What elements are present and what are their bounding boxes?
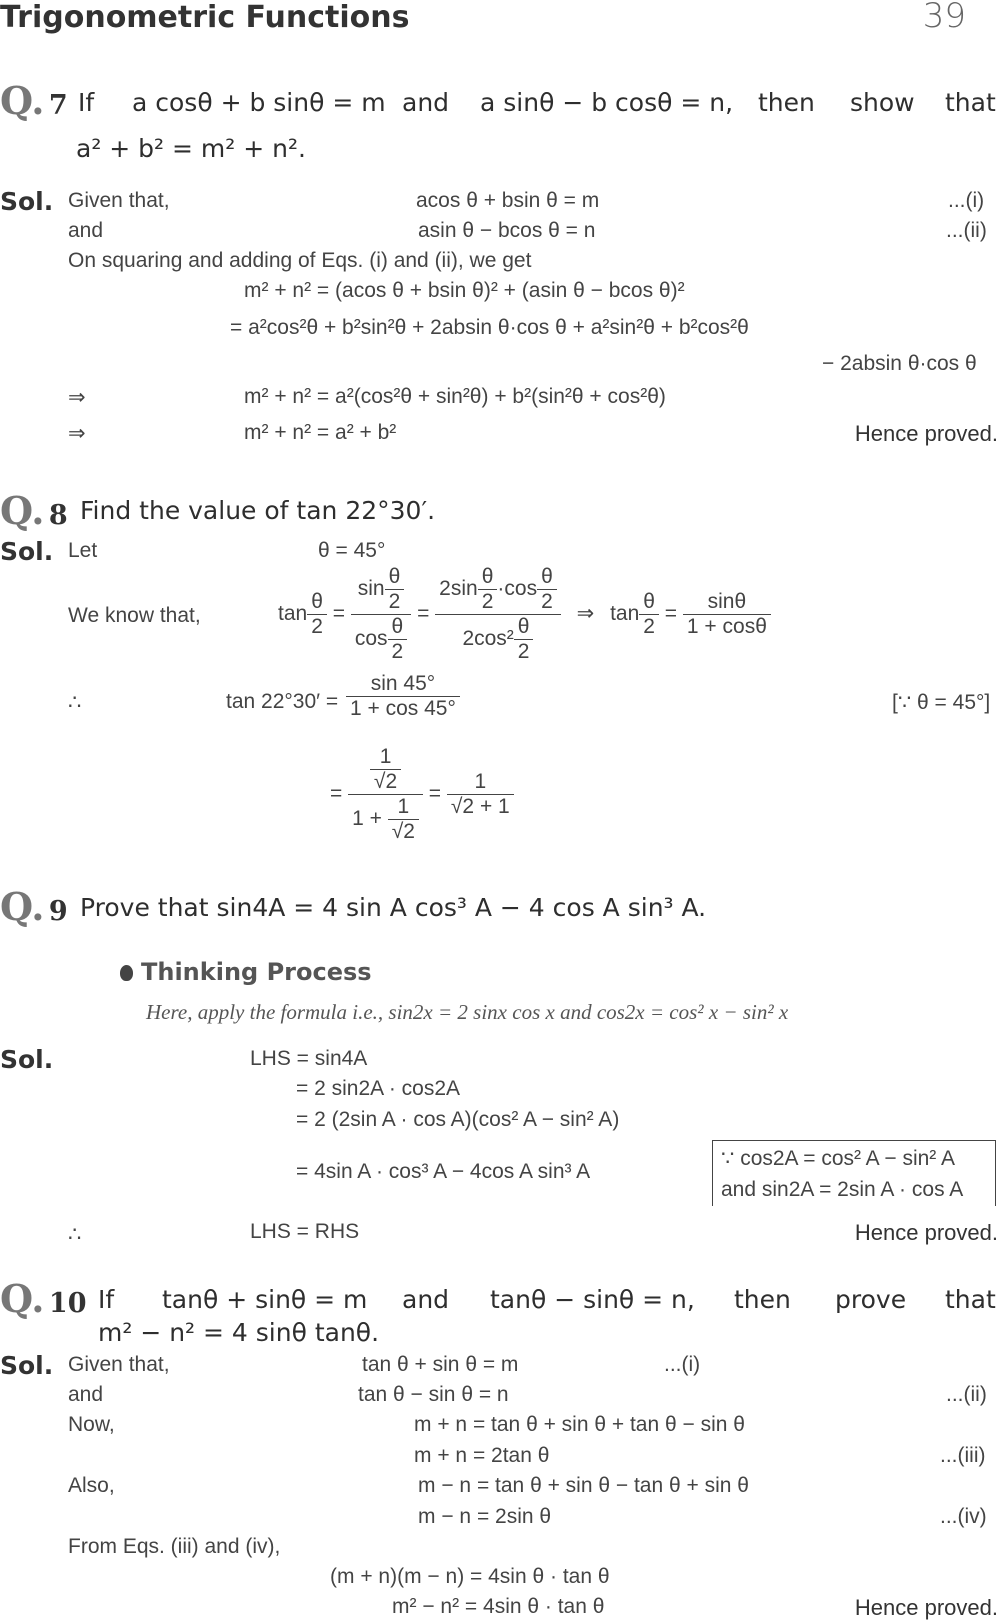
- q9-hence-proved: Hence proved.: [854, 1220, 998, 1245]
- q7-hence-proved: Hence proved.: [854, 421, 998, 446]
- q7-tag2: ...(ii): [946, 219, 987, 242]
- q8-frac-sin45: $\frac{\sin 45^\circ}{1 + \cos 45^\circ}$: [346, 672, 460, 721]
- q10-step2: m + n = 2tan θ: [414, 1444, 550, 1467]
- q9-sol-label: Sol.: [0, 1045, 54, 1074]
- q10-also: Also,: [68, 1474, 115, 1497]
- q7-eq2-line: asin θ − bcos θ = n: [418, 219, 596, 242]
- lightbulb-icon: [120, 965, 133, 981]
- q10-eq2: tanθ − sinθ = n,: [490, 1285, 695, 1314]
- q10-eq2-line: tan θ − sin θ = n: [358, 1383, 509, 1406]
- q10-then: then: [734, 1285, 791, 1314]
- q7-and-line: and: [68, 219, 104, 242]
- q7-tag1: ...(i): [948, 189, 985, 212]
- q10-step3: m − n = tan θ + sin θ − tan θ + sin θ: [418, 1474, 749, 1497]
- q10-prove: prove: [835, 1285, 907, 1314]
- q10-if: If: [98, 1285, 115, 1314]
- q7-sol-label: Sol.: [0, 187, 54, 216]
- page-number: 39: [922, 0, 966, 36]
- q10-step6: m² − n² = 4sin θ · tan θ: [392, 1595, 605, 1618]
- thinking-process-label: Thinking Process: [141, 958, 372, 986]
- q-prefix: Q.: [0, 1276, 45, 1321]
- q10-given: Given that,: [68, 1353, 170, 1376]
- q-prefix: Q.: [0, 78, 45, 123]
- q7-number: 7: [48, 90, 68, 121]
- q8-let: Let: [68, 539, 98, 562]
- q10-line2: m² − n² = 4 sinθ tanθ.: [98, 1318, 380, 1347]
- q10-now: Now,: [68, 1413, 115, 1436]
- q8-question: Find the value of tan 22°30′.: [80, 496, 436, 525]
- q9-step5: LHS = RHS: [250, 1220, 360, 1243]
- q10-and-line: and: [68, 1383, 104, 1406]
- q9-bracket-line2: and sin2A = 2sin A · cos A: [721, 1178, 964, 1201]
- q10-sol-label: Sol.: [0, 1351, 54, 1380]
- q10-number: 10: [48, 1288, 87, 1319]
- therefore-icon: ∴: [68, 1223, 82, 1246]
- q10-and: and: [402, 1285, 450, 1314]
- q-prefix: Q.: [0, 884, 45, 929]
- q10-tag4: ...(iv): [940, 1505, 987, 1528]
- q7-show: show: [850, 88, 915, 117]
- thinking-process-title: [120, 958, 372, 986]
- q8-because: [∵ θ = 45°]: [892, 691, 991, 714]
- q7-eq2: a sinθ − b cosθ = n,: [480, 88, 734, 117]
- q7-eq1-line: acos θ + bsin θ = m: [416, 189, 600, 212]
- q7-step3: − 2absin θ·cos θ: [822, 352, 977, 375]
- q7-eq1: a cosθ + b sinθ = m: [132, 88, 386, 117]
- q8-theta: θ = 45°: [318, 539, 386, 562]
- implies-icon: ⇒: [68, 386, 86, 409]
- q9-bracket-line1: ∵ cos2A = cos² A − sin² A: [721, 1147, 955, 1170]
- q10-step1: m + n = tan θ + sin θ + tan θ − sin θ: [414, 1413, 745, 1436]
- q10-tag3: ...(iii): [940, 1444, 986, 1467]
- q7-step5: m² + n² = a² + b²: [244, 421, 397, 444]
- q8-we-know: We know that,: [68, 604, 201, 627]
- q7-line2: a² + b² = m² + n².: [76, 134, 306, 163]
- q10-tag2: ...(ii): [946, 1383, 987, 1406]
- q7-if: If: [78, 88, 95, 117]
- q8-sol-label: Sol.: [0, 537, 54, 566]
- q7-given: Given that,: [68, 189, 170, 212]
- q8-number: 8: [48, 500, 68, 531]
- implies-icon: ⇒: [68, 422, 86, 445]
- q10-step5: (m + n)(m − n) = 4sin θ · tan θ: [330, 1565, 610, 1588]
- q9-step4: = 4sin A · cos³ A − 4cos A sin³ A: [296, 1160, 591, 1183]
- q7-and: and: [402, 88, 450, 117]
- q9-number: 9: [48, 896, 68, 927]
- q9-question: Prove that sin4A = 4 sin A cos³ A − 4 cos A sin³ A.: [80, 893, 707, 922]
- q7-step1: m² + n² = (acos θ + bsin θ)² + (asin θ − bcos θ)²: [244, 279, 685, 302]
- thinking-process-text: Here, apply the formula i.e., sin2x = 2 sinx cos x and cos2x = cos² x − sin² x: [146, 1000, 789, 1024]
- q7-that: that: [945, 88, 996, 117]
- q8-label: [0, 488, 68, 533]
- q7-squaring: On squaring and adding of Eqs. (i) and (ii), we get: [68, 249, 532, 272]
- q8-result: = $\frac{1}{√2}$ 1 + $\frac{1}{√2}$ = $\frac{1}{√2 + 1}$: [330, 745, 514, 844]
- q10-eq1: tanθ + sinθ = m: [162, 1285, 368, 1314]
- q10-step4: m − n = 2sin θ: [418, 1505, 552, 1528]
- q10-hence-proved: Hence proved.: [854, 1595, 998, 1620]
- q9-step1: LHS = sin4A: [250, 1047, 368, 1070]
- therefore-icon: ∴: [68, 691, 82, 714]
- q9-step2: = 2 sin2A · cos2A: [296, 1077, 461, 1100]
- q9-label: [0, 884, 68, 929]
- q9-step3: = 2 (2sin A · cos A)(cos² A − sin² A): [296, 1108, 620, 1131]
- q7-step2: = a²cos²θ + b²sin²θ + 2absin θ·cos θ + a²sin²θ + b²cos²θ: [230, 316, 749, 339]
- q7-then: then: [758, 88, 815, 117]
- q9-bracket-note: [712, 1140, 996, 1206]
- q10-label: [0, 1276, 86, 1321]
- q8-tan2230: tan 22°30′ =: [226, 690, 339, 713]
- q7-label: [0, 78, 68, 123]
- q-prefix: Q.: [0, 488, 45, 533]
- q10-that: that: [945, 1285, 996, 1314]
- q7-step4: m² + n² = a²(cos²θ + sin²θ) + b²(sin²θ + cos²θ): [244, 385, 666, 408]
- q10-tag1: ...(i): [664, 1353, 701, 1376]
- q10-from: From Eqs. (iii) and (iv),: [68, 1535, 281, 1558]
- q10-eq1-line: tan θ + sin θ = m: [362, 1353, 519, 1376]
- q8-half-angle-identity: tan $\frac{\theta}{2}$ = sin $\frac{\theta}{2}$ cos $\frac{\theta}{2}$ = 2sin $\frac{\theta}{2}$ ·cos $\frac{\theta}{2}$ 2cos² $\frac{\theta}{2}$ ⇒ tan $\frac{\theta}{2}$ = $\frac{\sin\theta}{1 + \cos\theta}$: [278, 565, 771, 664]
- running-head: Trigonometric Functions: [0, 0, 410, 35]
